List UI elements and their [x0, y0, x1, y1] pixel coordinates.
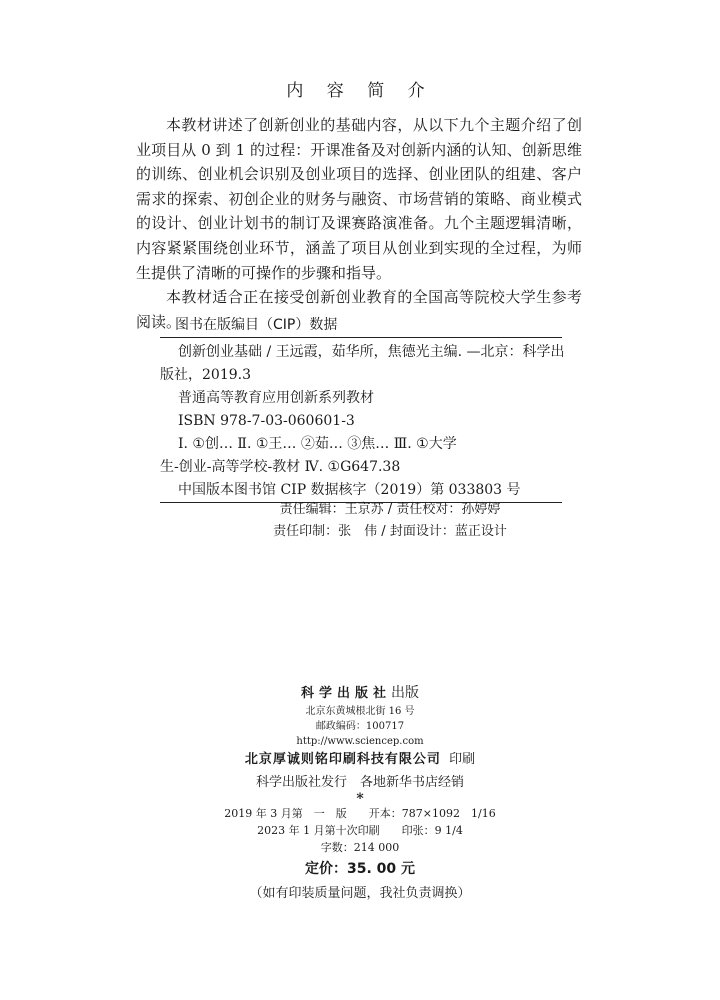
edition-line: 2019 年 3 月第 一 版 开本：787×1092 1/16: [224, 807, 496, 820]
cip-title: 图书在版编目（CIP）数据: [160, 316, 562, 338]
cip-line: 创新创业基础 / 王远霞，茹华所，焦德光主编. —北京：科学出: [178, 344, 565, 360]
publisher-postcode: 邮政编码：100717: [315, 721, 405, 732]
cip-body: [160, 338, 565, 503]
publisher-logo-text: 科学出版社: [300, 686, 391, 701]
printer-line: [0, 750, 720, 770]
printer-suffix: 印刷: [449, 752, 476, 767]
cip-block: [160, 316, 565, 503]
quality-note: （如有印装质量问题，我社负责调换）: [249, 886, 471, 901]
intro-paragraph: 本教材讲述了创新创业的基础内容，从以下九个主题介绍了创业项目从 0 到 1 的过程：开课准备及对创新内涵的认知、创新思维的训练、创业机会识别及创业项目的选择、创业团队的组建、客户需求的探索、初创企业的财务与融资、市场营销的策略、商业模式的设计、创业计划书的制订及课赛路演准备。九个主题逻辑清晰，内容紧紧围绕创业环节，涵盖了项目从创业到实现的全过程，为师生提供了清晰的可操作的步骤和指导。: [136, 116, 582, 282]
staff-line: 责任编辑：王京苏 / 责任校对：孙婷婷: [279, 502, 501, 517]
price: 定价：35. 00 元: [304, 861, 416, 877]
publisher-line: [0, 683, 720, 704]
intro-paragraph: 本教材适合正在接受创新创业教育的全国高等院校大学生参考阅读。: [136, 288, 582, 331]
intro-text: [136, 113, 582, 334]
intro-title: 内 容 简 介: [286, 81, 434, 101]
publisher-suffix: 出版: [391, 685, 419, 701]
cip-line: 中国版本图书馆 CIP 数据核字（2019）第 033803 号: [178, 482, 521, 498]
printing-line: 2023 年 1 月第十次印刷 印张：9 1/4: [257, 824, 463, 837]
staff-line: 责任印制：张 伟 / 封面设计：蓝正设计: [273, 524, 507, 539]
cip-line: Ⅰ. ①创… Ⅱ. ①王… ②茹… ③焦… Ⅲ. ①大学: [178, 436, 457, 452]
word-count: 字数：214 000: [320, 841, 400, 854]
cip-line: 版社，2019.3: [160, 367, 251, 383]
colophon: [0, 683, 720, 906]
cip-line: ISBN 978-7-03-060601-3: [178, 413, 355, 429]
publisher-address: 北京东黄城根北街 16 号: [305, 706, 415, 717]
staff-credits: [0, 499, 720, 543]
cip-line: 普通高等教育应用创新系列教材: [178, 390, 374, 406]
cip-line: 生-创业-高等学校-教材 Ⅳ. ①G647.38: [160, 459, 401, 475]
separator-star: *: [356, 791, 364, 807]
publisher-website: http://www.sciencep.com: [296, 736, 424, 747]
distribution-line: 科学出版社发行 各地新华书店经销: [255, 775, 464, 790]
printer-name: 北京厚诚则铭印刷科技有限公司: [244, 752, 441, 767]
